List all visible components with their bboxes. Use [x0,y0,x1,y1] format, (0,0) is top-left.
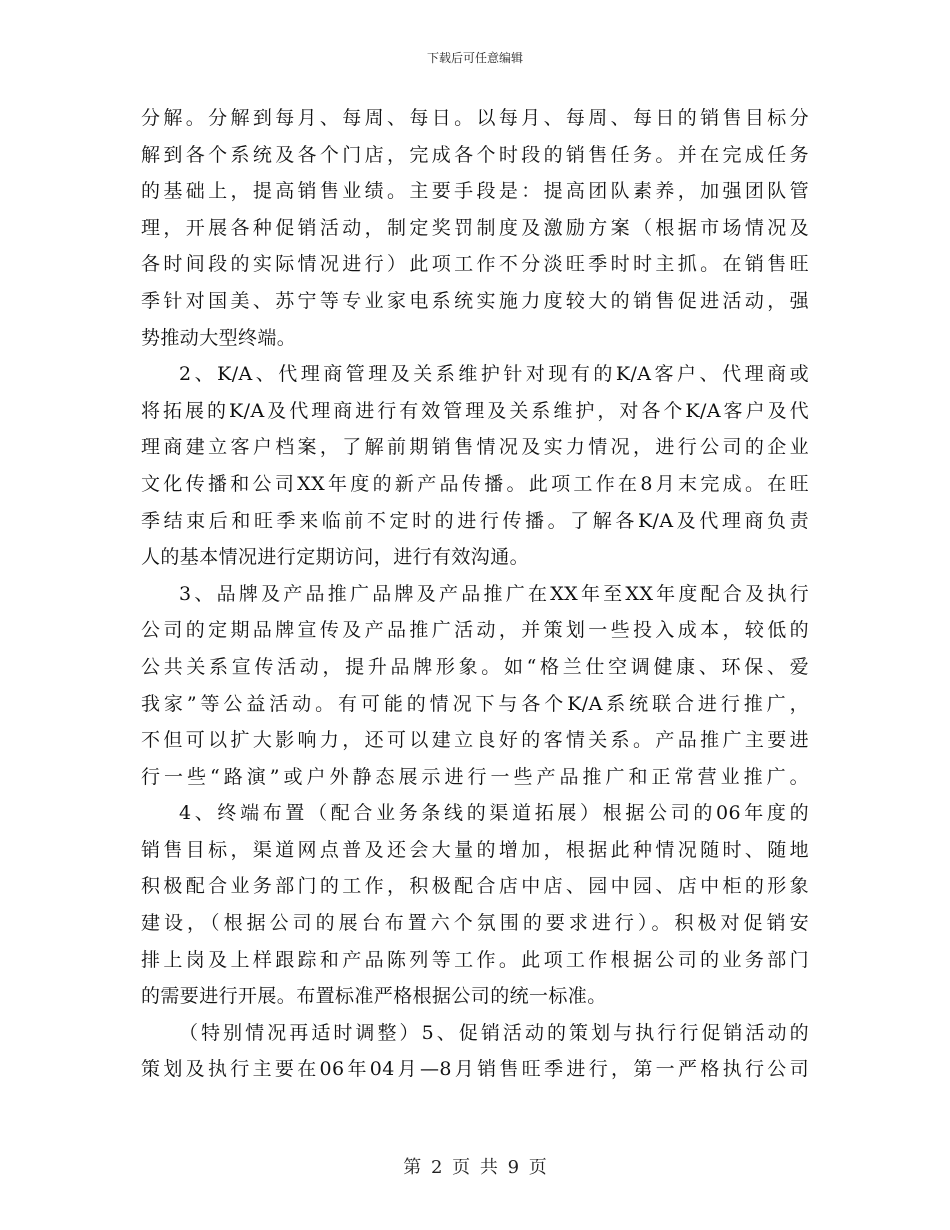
paragraph-start-line: 4、终端布置（配合业务条线的渠道拓展）根据公司的06年度的 [179,802,809,825]
text-line: 解到各个系统及各个门店，完成各个时段的销售任务。并在完成任务 [141,143,809,166]
body-text [141,100,809,1088]
text-line: 将拓展的K/A及代理商进行有效管理及关系维护，对各个K/A客户及代 [141,399,809,422]
text-line: 排上岗及上样跟踪和产品陈列等工作。此项工作根据公司的业务部门 [141,948,809,971]
text-line: 销售目标，渠道网点普及还会大量的增加，根据此种情况随时、随地 [141,838,809,861]
text-line: 分解。分解到每月、每周、每日。以每月、每周、每日的销售目标分 [141,107,809,129]
text-line: 策划及执行主要在06年04月—8月销售旺季进行，第一严格执行公司 [141,1058,809,1081]
text-line: 各时间段的实际情况进行）此项工作不分淡旺季时时主抓。在销售旺 [141,253,809,276]
text-line: 我家”等公益活动。有可能的情况下与各个K/A系统联合进行推广， [141,692,809,715]
page-number-footer: 第 2 页 共 9 页 [403,1157,547,1178]
text-line: 建设，（根据公司的展台布置六个氛围的要求进行）。积极对促销安 [141,912,809,935]
text-line: 公司的定期品牌宣传及产品推广活动，并策划一些投入成本，较低的 [141,619,809,642]
text-line: 行一些“路演”或户外静态展示进行一些产品推广和正常营业推广。 [141,765,809,788]
paragraph-start-line: 3、品牌及产品推广品牌及产品推广在XX年至XX年度配合及执行 [179,582,809,605]
text-line: 积极配合业务部门的工作，积极配合店中店、园中园、店中柜的形象 [141,875,809,898]
text-line: 理，开展各种促销活动，制定奖罚制度及激励方案（根据市场情况及 [141,216,809,239]
paragraph-start-line: （特别情况再适时调整）5、促销活动的策划与执行行促销活动的 [179,1021,809,1044]
text-line: 势推动大型终端。 [141,326,297,349]
text-line: 的基础上，提高销售业绩。主要手段是：提高团队素养，加强团队管 [141,180,809,203]
paragraph-start-line: 2、K/A、代理商管理及关系维护针对现有的K/A客户、代理商或 [179,363,809,386]
page-header: 下载后可任意编辑 [426,51,523,65]
text-line: 季结束后和旺季来临前不定时的进行传播。了解各K/A及代理商负责 [141,509,809,532]
text-line: 季针对国美、苏宁等专业家电系统实施力度较大的销售促进活动，强 [141,289,809,312]
text-line: 的需要进行开展。布置标准严格根据公司的统一标准。 [141,985,607,1008]
text-line: 理商建立客户档案，了解前期销售情况及实力情况，进行公司的企业 [141,436,809,459]
text-line: 人的基本情况进行定期访问，进行有效沟通。 [141,546,530,569]
text-line: 公共关系宣传活动，提升品牌形象。如“格兰仕空调健康、环保、爱 [141,655,809,678]
text-line: 不但可以扩大影响力，还可以建立良好的客情关系。产品推广主要进 [141,729,809,752]
text-line: 文化传播和公司XX年度的新产品传播。此项工作在8月末完成。在旺 [141,472,809,495]
